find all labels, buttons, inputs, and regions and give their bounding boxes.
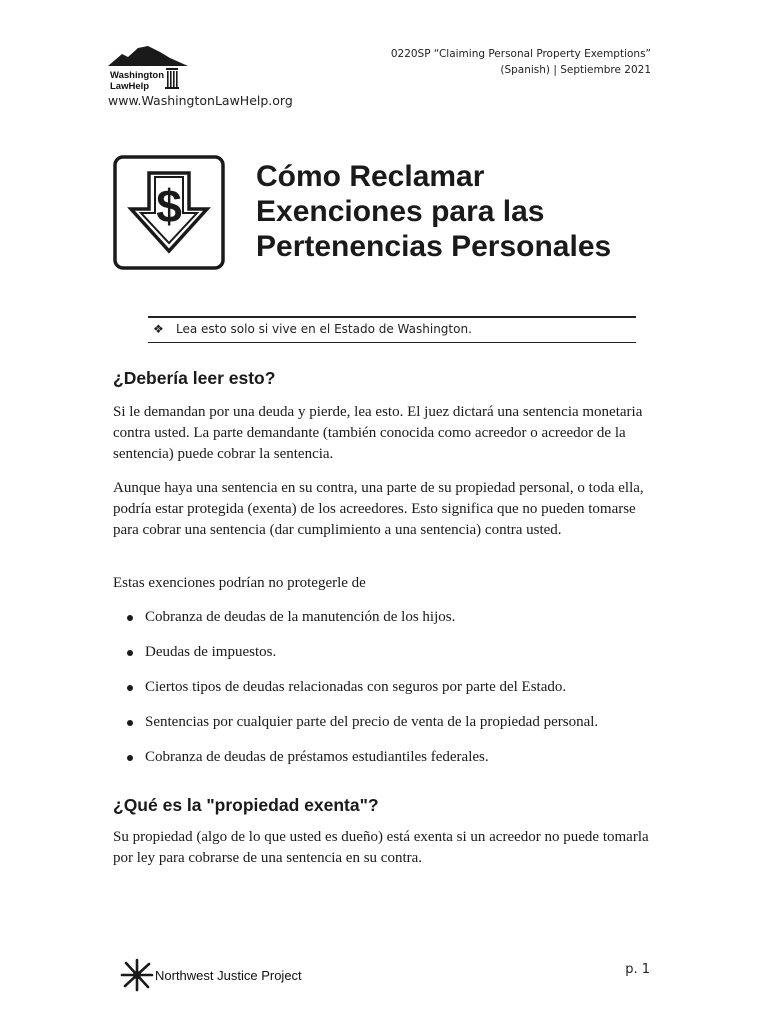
dollar-down-arrow-icon (113, 155, 225, 270)
list-item: Cobranza de deudas de préstamos estudiantiles federales. (127, 747, 598, 782)
section-heading-should-read: ¿Debería leer esto? (113, 368, 276, 388)
document-reference: 0220SP “Claiming Personal Property Exemptions” (Spanish) | Septiembre 2021 (390, 48, 651, 76)
section-heading-exempt-property: ¿Qué es la "propiedad exenta"? (113, 795, 379, 815)
bullet-icon (127, 720, 133, 726)
bullet-icon (127, 650, 133, 656)
paragraph: Aunque haya una sentencia en su contra, una parte de su propiedad personal, o toda ella, podría estar protegida (exenta) de los acreedores. Esto significa que no pueden tomarse para cobrar una sentencia (dar cumplimiento a una sentencia) contra usted. (113, 480, 644, 538)
bullet-icon (127, 615, 133, 621)
bullet-icon (127, 755, 133, 761)
notice-text: Lea esto solo si vive en el Estado de Washington. (176, 322, 472, 336)
list-item: Deudas de impuestos. (127, 642, 598, 677)
page-title: Cómo Reclamar Exenciones para las Pertenencias Personales (256, 160, 612, 263)
paragraph: Estas exenciones podrían no protegerle de (113, 575, 366, 591)
notice-callout (148, 316, 636, 343)
logo-text: Washington LawHelp (110, 70, 164, 92)
nwjp-logo-icon (120, 958, 154, 992)
site-url-link[interactable]: www.WashingtonLawHelp.org (108, 93, 293, 108)
svg-text:$: $ (156, 180, 182, 232)
list-item: Sentencias por cualquier parte del precio de venta de la propiedad personal. (127, 712, 598, 747)
org-name: Northwest Justice Project (155, 968, 302, 983)
paragraph: Si le demandan por una deuda y pierde, lea esto. El juez dictará una sentencia monetaria contra usted. La parte demandante (también conocida como acreedor o acreedor de la sentencia) puede cobrar la sentencia. (113, 404, 643, 462)
page-number: p. 1 (625, 962, 650, 977)
list-item: Cobranza de deudas de la manutención de los hijos. (127, 607, 598, 642)
bullet-icon (127, 685, 133, 691)
diamond-bullet-icon: ❖ (153, 322, 164, 336)
exceptions-list (127, 607, 598, 782)
paragraph: Su propiedad (algo de lo que usted es dueño) está exenta si un acreedor no puede tomarla por ley para cobrarse de una sentencia en su contra. (113, 829, 649, 866)
list-item: Ciertos tipos de deudas relacionadas con seguros por parte del Estado. (127, 677, 598, 712)
